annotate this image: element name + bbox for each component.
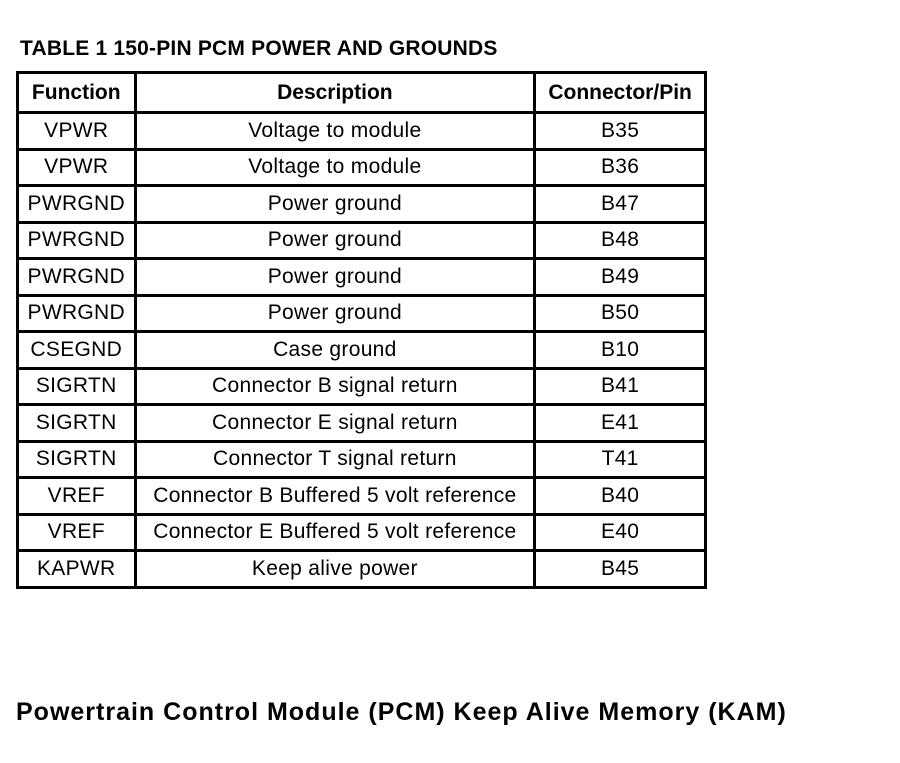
- cell-pin: B41: [535, 368, 706, 405]
- cell-description: Voltage to module: [135, 113, 535, 150]
- cell-function: SIGRTN: [18, 368, 136, 405]
- cell-description: Power ground: [135, 259, 535, 296]
- cell-function: SIGRTN: [18, 405, 136, 442]
- cell-function: PWRGND: [18, 259, 136, 296]
- cell-description: Connector E signal return: [135, 405, 535, 442]
- cell-description: Connector B signal return: [135, 368, 535, 405]
- cell-pin: B48: [535, 222, 706, 259]
- table-row: [18, 478, 706, 515]
- table-row: [18, 186, 706, 223]
- cell-pin: E41: [535, 405, 706, 442]
- cell-description: Voltage to module: [135, 149, 535, 186]
- cell-pin: B49: [535, 259, 706, 296]
- cell-description: Power ground: [135, 186, 535, 223]
- cell-pin: B35: [535, 113, 706, 150]
- table-row: [18, 405, 706, 442]
- cell-function: VREF: [18, 514, 136, 551]
- cell-pin: B10: [535, 332, 706, 369]
- cell-pin: E40: [535, 514, 706, 551]
- cell-pin: B50: [535, 295, 706, 332]
- table-row: [18, 514, 706, 551]
- cell-function: SIGRTN: [18, 441, 136, 478]
- cell-pin: T41: [535, 441, 706, 478]
- table-header-row: [18, 73, 706, 113]
- table-row: [18, 113, 706, 150]
- cell-pin: B45: [535, 551, 706, 588]
- cell-function: VPWR: [18, 149, 136, 186]
- table-row: [18, 332, 706, 369]
- header-description: Description: [135, 73, 535, 113]
- cell-pin: B47: [535, 186, 706, 223]
- table-row: [18, 441, 706, 478]
- cell-function: KAPWR: [18, 551, 136, 588]
- document-caption: Powertrain Control Module (PCM) Keep Alive Memory (KAM): [16, 698, 787, 726]
- table-row: [18, 259, 706, 296]
- table-row: [18, 551, 706, 588]
- header-connector-pin: Connector/Pin: [535, 73, 706, 113]
- table-row: [18, 222, 706, 259]
- cell-description: Connector B Buffered 5 volt reference: [135, 478, 535, 515]
- cell-function: CSEGND: [18, 332, 136, 369]
- cell-function: PWRGND: [18, 295, 136, 332]
- cell-description: Power ground: [135, 222, 535, 259]
- cell-description: Keep alive power: [135, 551, 535, 588]
- cell-function: PWRGND: [18, 186, 136, 223]
- cell-pin: B40: [535, 478, 706, 515]
- cell-function: VREF: [18, 478, 136, 515]
- cell-function: PWRGND: [18, 222, 136, 259]
- power-ground-table: [16, 71, 707, 589]
- cell-function: VPWR: [18, 113, 136, 150]
- cell-description: Connector E Buffered 5 volt reference: [135, 514, 535, 551]
- cell-description: Power ground: [135, 295, 535, 332]
- cell-description: Case ground: [135, 332, 535, 369]
- table-row: [18, 295, 706, 332]
- table-title: TABLE 1 150-PIN PCM POWER AND GROUNDS: [20, 37, 498, 60]
- header-function: Function: [18, 73, 136, 113]
- table-row: [18, 149, 706, 186]
- table-row: [18, 368, 706, 405]
- cell-pin: B36: [535, 149, 706, 186]
- cell-description: Connector T signal return: [135, 441, 535, 478]
